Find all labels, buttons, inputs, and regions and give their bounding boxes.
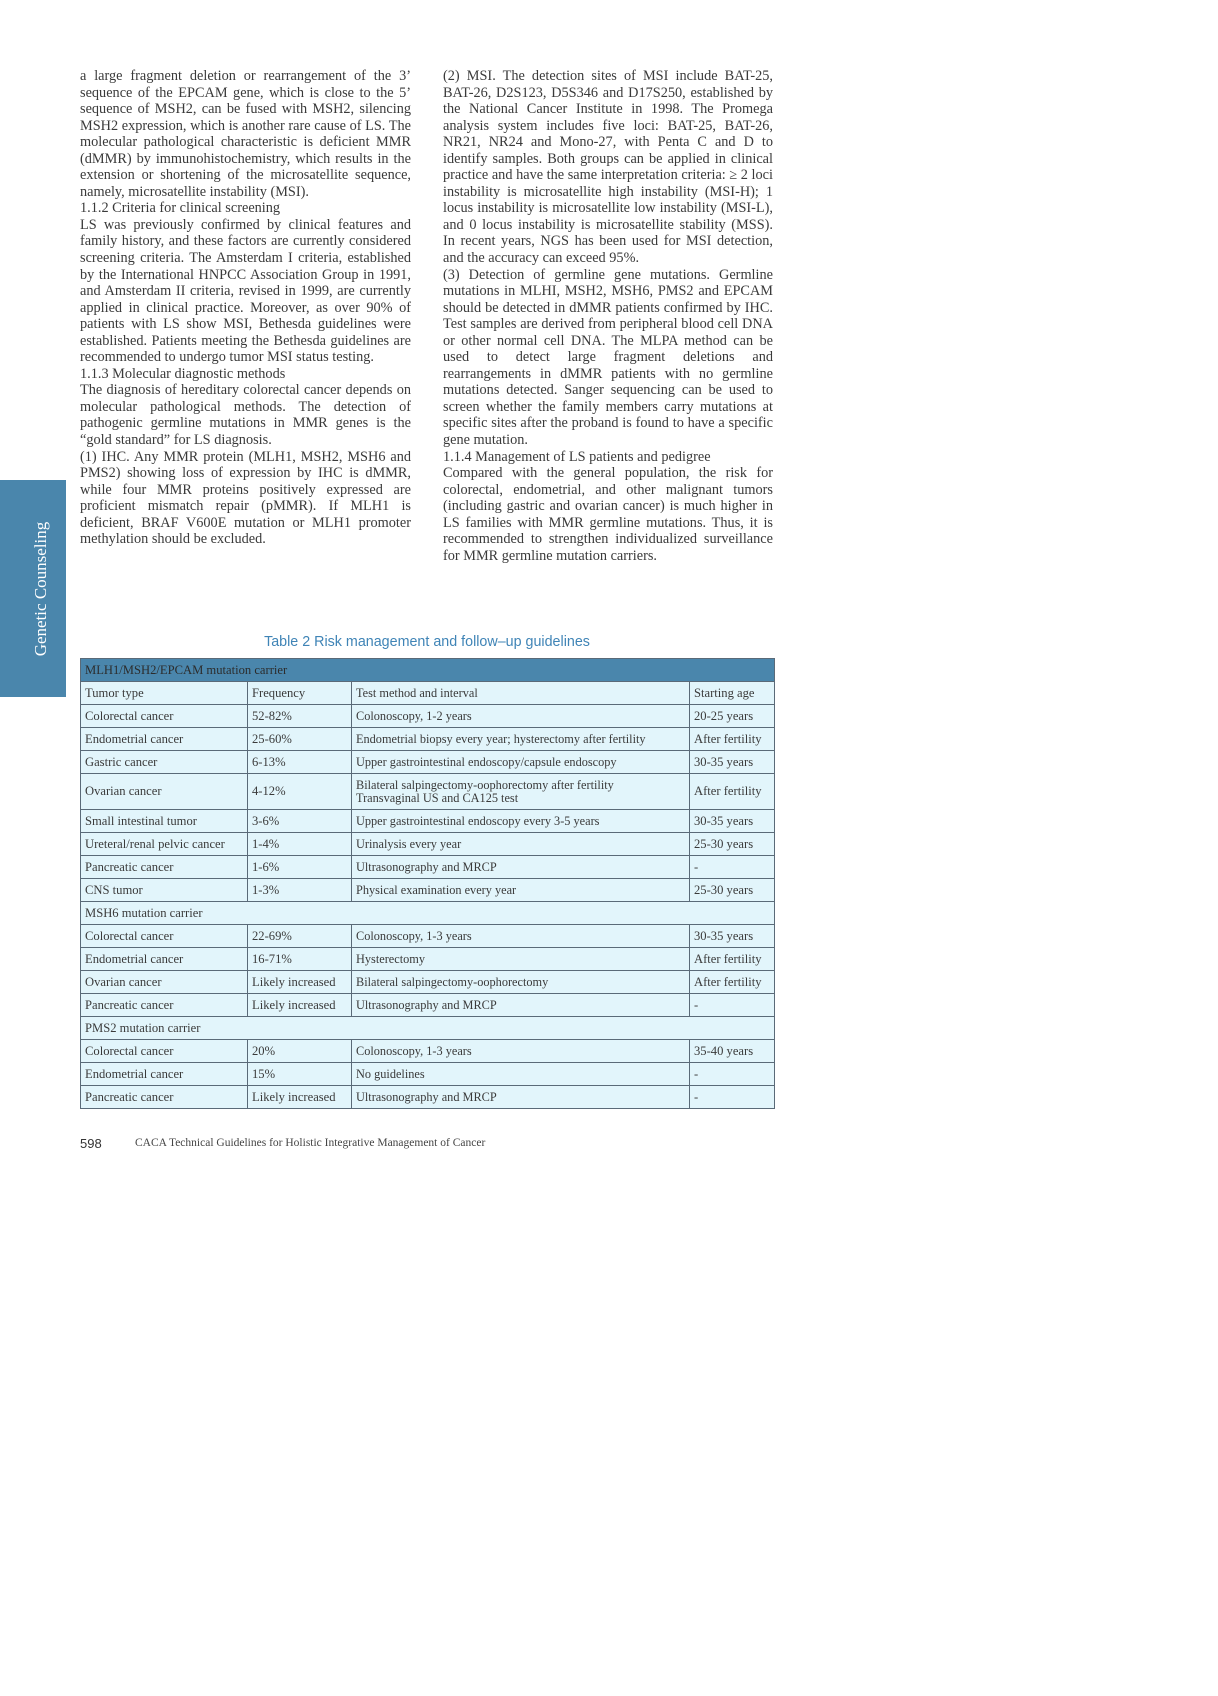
test-method-cell: Endometrial biopsy every year; hysterectomy after fertility (352, 728, 690, 751)
test-method-line: Bilateral salpingectomy-oophorectomy after fertility (356, 777, 614, 792)
frequency-cell: 20% (248, 1040, 352, 1063)
paragraph: a large fragment deletion or rearrangement of the 3’ sequence of the EPCAM gene, which is close to the 5’ sequence of MSH2, can be fused with MSH2, silencing MSH2 expression, which is another rare cause of LS. The molecular pathological characteristic is deficient MMR (dMMR) by immunohistochemistry, which results in the extension or shortening of the microsatellite sequence, namely, microsatellite instability (MSI). (80, 68, 411, 200)
starting-age-cell: After fertility (690, 774, 775, 810)
paragraph: LS was previously confirmed by clinical features and family history, and these factors are currently considered screening criteria. The Amsterdam I criteria, established by the International HNPCC Association Group in 1991, and Amsterdam II criteria, revised in 1999, are currently applied in clinical practice. Moreover, as over 90% of patients with LS show MSI, Bethesda guidelines were established. Patients meeting the Bethesda guidelines are recommended to undergo tumor MSI status testing. (80, 216, 411, 366)
table-row (81, 751, 775, 774)
table-row (81, 879, 775, 902)
paragraph: (1) IHC. Any MMR protein (MLH1, MSH2, MSH6 and PMS2) showing loss of expression by IHC is dMMR, while four MMR proteins positively expressed are proficient mismatch repair (pMMR). If MLH1 is deficient, BRAF V600E mutation or MLH1 promoter methylation should be excluded. (80, 448, 411, 548)
test-method-cell: Bilateral salpingectomy-oophorectomy (352, 971, 690, 994)
frequency-cell: Frequency (248, 682, 352, 705)
table-row (81, 728, 775, 751)
table-row (81, 948, 775, 971)
test-method-cell: Hysterectomy (352, 948, 690, 971)
table-row (81, 856, 775, 879)
starting-age-cell: - (690, 1063, 775, 1086)
tumor-type-cell: Small intestinal tumor (81, 810, 248, 833)
section-side-tab-label: Genetic Counseling (31, 521, 50, 657)
table-row (81, 833, 775, 856)
section-heading: 1.1.2 Criteria for clinical screening (80, 200, 281, 217)
test-method-cell: Colonoscopy, 1-3 years (352, 925, 690, 948)
frequency-cell: Likely increased (248, 1086, 352, 1109)
starting-age-cell: - (690, 994, 775, 1017)
starting-age-cell: 30-35 years (690, 925, 775, 948)
starting-age-cell: - (690, 1086, 775, 1109)
tumor-type-cell: Colorectal cancer (81, 925, 248, 948)
tumor-type-cell: Endometrial cancer (81, 1063, 248, 1086)
group-title-cell: PMS2 mutation carrier (81, 1017, 775, 1040)
test-method-cell: Urinalysis every year (352, 833, 690, 856)
starting-age-cell: After fertility (690, 971, 775, 994)
table-caption: Table 2 Risk management and follow–up guidelines (264, 634, 590, 650)
tumor-type-cell: Gastric cancer (81, 751, 248, 774)
test-method-cell: Ultrasonography and MRCP (352, 1086, 690, 1109)
starting-age-cell: 30-35 years (690, 810, 775, 833)
tumor-type-cell: CNS tumor (81, 879, 248, 902)
group-title-cell: MLH1/MSH2/EPCAM mutation carrier (81, 659, 775, 682)
starting-age-cell: 25-30 years (690, 833, 775, 856)
starting-age-cell: Starting age (690, 682, 775, 705)
test-method-cell: Upper gastrointestinal endoscopy/capsule endoscopy (352, 751, 690, 774)
starting-age-cell: 20-25 years (690, 705, 775, 728)
left-text-column (80, 68, 411, 548)
paragraph: The diagnosis of hereditary colorectal cancer depends on molecular pathological methods. The detection of pathogenic germline mutations in MMR genes is the “gold standard” for LS diagnosis. (80, 382, 411, 449)
section-heading: 1.1.4 Management of LS patients and pedigree (443, 448, 711, 465)
table-row (81, 1040, 775, 1063)
frequency-cell: 6-13% (248, 751, 352, 774)
frequency-cell: 16-71% (248, 948, 352, 971)
frequency-cell: 3-6% (248, 810, 352, 833)
starting-age-cell: After fertility (690, 948, 775, 971)
starting-age-cell: After fertility (690, 728, 775, 751)
frequency-cell: 15% (248, 1063, 352, 1086)
frequency-cell: 22-69% (248, 925, 352, 948)
tumor-type-cell: Ovarian cancer (81, 971, 248, 994)
table-row (81, 705, 775, 728)
frequency-cell: 25-60% (248, 728, 352, 751)
test-method-cell: Ultrasonography and MRCP (352, 994, 690, 1017)
test-method-line: Transvaginal US and CA125 test (356, 790, 519, 805)
tumor-type-cell: Ovarian cancer (81, 774, 248, 810)
group-title-cell: MSH6 mutation carrier (81, 902, 775, 925)
tumor-type-cell: Endometrial cancer (81, 948, 248, 971)
table-row (81, 1086, 775, 1109)
table-row (81, 994, 775, 1017)
test-method-cell: Colonoscopy, 1-3 years (352, 1040, 690, 1063)
tumor-type-cell: Colorectal cancer (81, 705, 248, 728)
tumor-type-cell: Tumor type (81, 682, 248, 705)
table-row (81, 1063, 775, 1086)
tumor-type-cell: Colorectal cancer (81, 1040, 248, 1063)
frequency-cell: 1-6% (248, 856, 352, 879)
test-method-cell: Colonoscopy, 1-2 years (352, 705, 690, 728)
frequency-cell: 52-82% (248, 705, 352, 728)
test-method-cell: Upper gastrointestinal endoscopy every 3-5 years (352, 810, 690, 833)
section-heading: 1.1.3 Molecular diagnostic methods (80, 365, 286, 382)
frequency-cell: Likely increased (248, 994, 352, 1017)
table-row (81, 774, 775, 810)
test-method-cell: No guidelines (352, 1063, 690, 1086)
test-method-cell: Physical examination every year (352, 879, 690, 902)
tumor-type-cell: Pancreatic cancer (81, 994, 248, 1017)
paragraph: (2) MSI. The detection sites of MSI include BAT-25, BAT-26, D2S123, D5S346 and D17S250, established by the National Cancer Institute in 1998. The Promega analysis system includes five loci: BAT-25, BAT-26, NR21, NR24 and Mono-27, with Penta C and D to identify samples. Both groups can be applied in clinical practice and have the same interpretation criteria: ≥ 2 loci instability is microsatellite high instability (MSI-H); 1 locus instability is microsatellite low instability (MSI-L), and 0 locus instability is microsatellite stability (MSS). In recent years, NGS has been used for MSI detection, and the accuracy can exceed 95%. (443, 68, 773, 267)
paragraph: (3) Detection of germline gene mutations. Germline mutations in MLHI, MSH2, MSH6, PMS2 and EPCAM should be detected in dMMR patients confirmed by IHC. Test samples are derived from peripheral blood cell DNA or other normal cell DNA. The MLPA method can be used to detect large fragment deletions and rearrangements in dMMR patients with no germline mutations detected. Sanger sequencing can be used to screen whether the family members carry mutations at specific sites after the proband is found to have a specific gene mutation. (443, 266, 773, 449)
tumor-type-cell: Endometrial cancer (81, 728, 248, 751)
test-method-cell: Test method and interval (352, 682, 690, 705)
running-footer-title: CACA Technical Guidelines for Holistic Integrative Management of Cancer (135, 1137, 486, 1149)
starting-age-cell: 25-30 years (690, 879, 775, 902)
table-header-row (81, 682, 775, 705)
table-group-header (81, 1017, 775, 1040)
table-row (81, 971, 775, 994)
table-row (81, 810, 775, 833)
table-group-header (81, 659, 775, 682)
frequency-cell: Likely increased (248, 971, 352, 994)
frequency-cell: 1-4% (248, 833, 352, 856)
test-method-cell: Ultrasonography and MRCP (352, 856, 690, 879)
starting-age-cell: - (690, 856, 775, 879)
tumor-type-cell: Pancreatic cancer (81, 1086, 248, 1109)
tumor-type-cell: Pancreatic cancer (81, 856, 248, 879)
starting-age-cell: 35-40 years (690, 1040, 775, 1063)
right-text-column (443, 68, 773, 564)
table-group-header (81, 902, 775, 925)
risk-management-table (80, 658, 775, 1109)
tumor-type-cell: Ureteral/renal pelvic cancer (81, 833, 248, 856)
page-number: 598 (80, 1136, 102, 1151)
starting-age-cell: 30-35 years (690, 751, 775, 774)
test-method-cell (352, 774, 690, 810)
table-row (81, 925, 775, 948)
frequency-cell: 1-3% (248, 879, 352, 902)
paragraph: Compared with the general population, the risk for colorectal, endometrial, and other malignant tumors (including gastric and ovarian cancer) is much higher in LS families with MMR germline mutations. Thus, it is recommended to strengthen individualized surveillance for MMR germline mutation carriers. (443, 465, 773, 564)
frequency-cell: 4-12% (248, 774, 352, 810)
